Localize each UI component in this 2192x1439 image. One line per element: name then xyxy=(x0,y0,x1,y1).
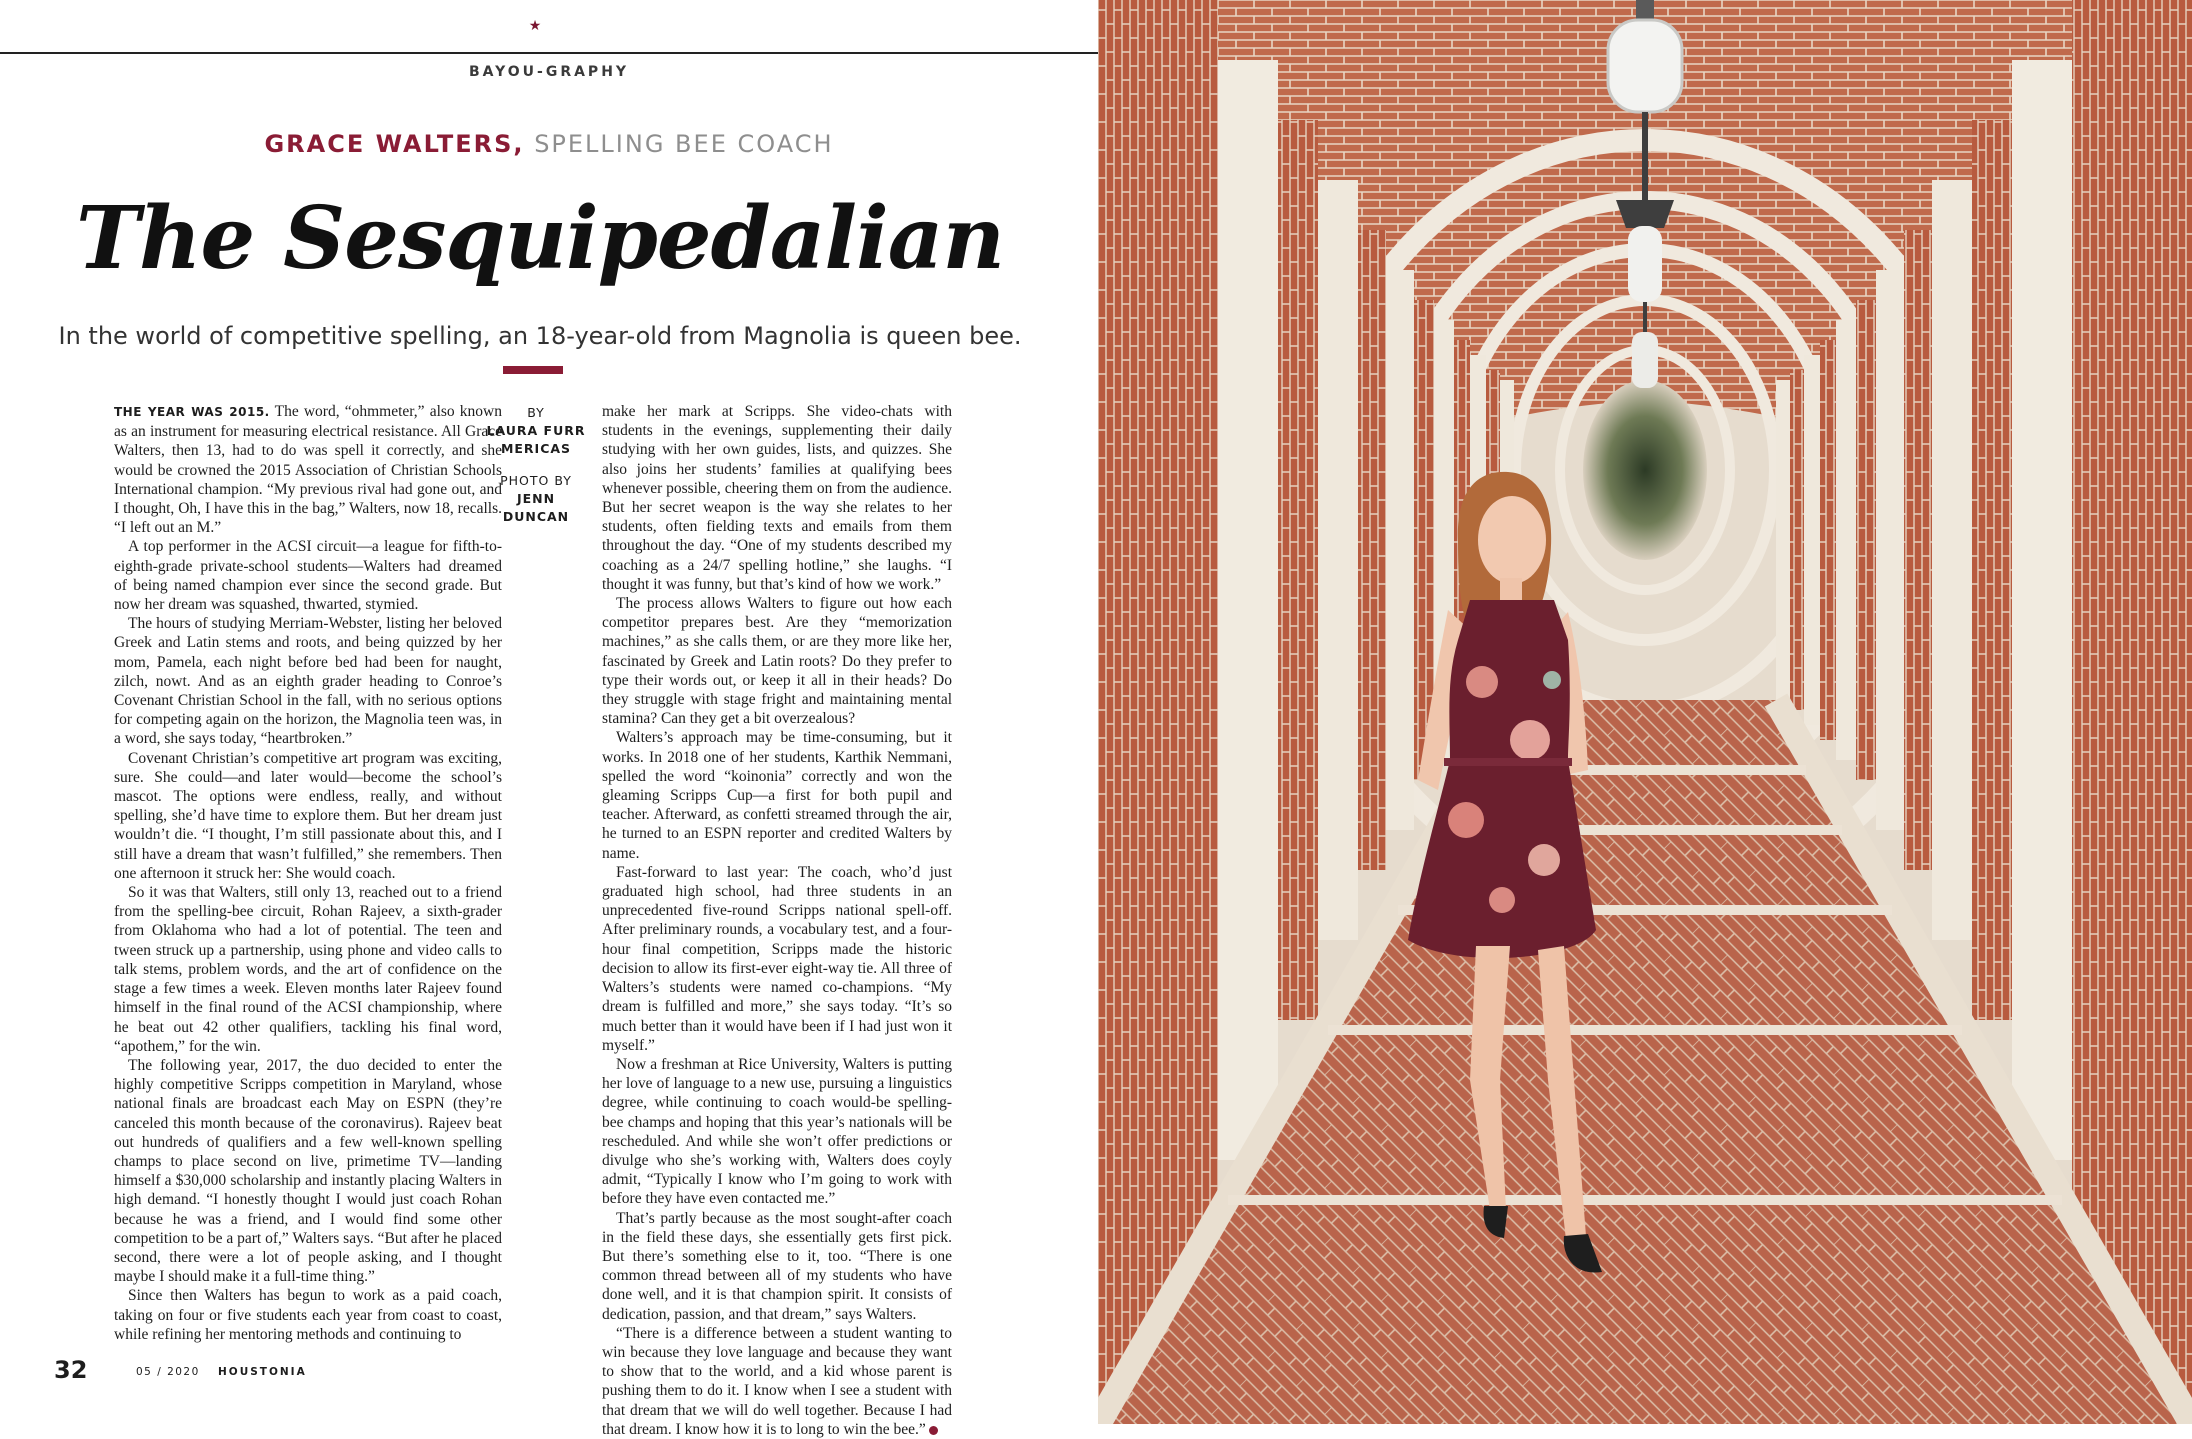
page-number: 32 xyxy=(54,1356,88,1384)
houstonia-endmark-icon xyxy=(929,1426,938,1435)
author-name: MERICAS xyxy=(500,441,572,456)
texas-star-icon: ★ xyxy=(528,19,542,34)
paragraph: So it was that Walters, still only 13, reached out to a friend from the spelling-bee circuit, Rohan Rajeev, a sixth-grader from Oklahoma who had a lot of potential. The teen and tween struck up a partnership, using phone and video calls to talk stems, problem words, and the art of confidence on the stage a few times a week. Eleven months later Rajeev found himself in the final round of the ACSI championship, where he beat out 42 other qualifiers, tackling his final word, “apothem,” for the win. xyxy=(114,884,502,1055)
paragraph: The following year, 2017, the duo decided to enter the highly competitive Scripps competition in Maryland, whose national finals are broadcast each May on ESPN (they’re canceled this month because of the coronavirus). Rajeev beat out hundreds of qualifiers and a few well-known spelling champs to place second on live, primetime TV—landing himself a $30,000 scholarship and instantly placing Walters in high demand. “I honestly thought I would just coach Rohan because he was a friend, and I would find some other competition to be a part of,” Walters says. “But after he placed second, there were a lot of people asking, and I thought maybe I should make it a full-time thing.” xyxy=(114,1056,502,1286)
article-column-2 xyxy=(602,402,952,1439)
photographer-name: DUNCAN xyxy=(502,509,570,524)
paragraph: make her mark at Scripps. She video-chats with students in the evenings, supplementing their daily studying with her own guides, lists, and quizzes. She also joins her students’ families at qualifying bees whenever possible, cheering them on from the audience. But her secret weapon is the way she relates to her students, often fielding texts and emails from them throughout the day. “One of my students described my coaching as a 24/7 spelling hotline,” she laughs. “I thought it was funny, but that’s kind of how we work.” xyxy=(602,403,952,593)
paragraph: Covenant Christian’s competitive art program was exciting, sure. She could—and later would—become the school’s mascot. The options were endless, really, and without spelling, she’d have time to explore them. But her dream just wouldn’t die. “I thought, I’m still passionate about this, and I still have a dream that wasn’t fulfilled,” she remembers. Then one afternoon it struck her: She would coach. xyxy=(114,749,502,882)
headline: The Sesquipedalian xyxy=(75,188,1005,289)
paragraph: Walters’s approach may be time-consuming, but it works. In 2018 one of her students, Karthik Nemmani, spelled the word “koinonia” correctly and won the gleaming Scripps Cup—a first for both pupil and teacher. Afterward, as confetti streamed through the air, he turned to an ESPN reporter and credited Walters by name. xyxy=(602,729,952,862)
lead-in: THE YEAR WAS 2015. xyxy=(114,405,270,419)
kicker-role: SPELLING BEE COACH xyxy=(534,130,834,158)
kicker xyxy=(0,130,1098,158)
photo-credit-label: PHOTO BY xyxy=(500,473,572,488)
paragraph: Now a freshman at Rice University, Walters is putting her love of language to a new use, pursuing a linguistics degree, while continuing to coach would-be spelling-bee champs and hoping that this year’s nationals will be rescheduled. And while she won’t offer predictions or divulge who she’s working with, Walters does coyly admit, “Typically I know who I’m going to work with before they have even contacted me.” xyxy=(602,1055,952,1208)
paragraph: Fast-forward to last year: The coach, who’d just graduated high school, had three students in an unprecedented five-round Scripps national spell-off. After preliminary rounds, a vocabulary test, and a four-hour final competition, Scripps made the historic decision to allow its first-ever eight-way tie. All three of Walters’s students were named co-champions. “My dream is fulfilled and more,” she says today. “It’s so much better than it would have been if I had just won it myself.” xyxy=(602,863,952,1054)
paragraph: “There is a difference between a student wanting to win because they love language and because they want to show that to the world, and a kid whose parent is pushing them to do it. I know when I see a student with that dream that we will do well together. Because I had that dream. I know how it is to long to win the bee.” xyxy=(602,1324,952,1438)
dek: In the world of competitive spelling, an 18-year-old from Magnolia is queen bee. xyxy=(58,322,1022,350)
header-rule xyxy=(0,52,1098,54)
paragraph: Since then Walters has begun to work as a paid coach, taking on four or five students each year from coast to coast, while refining her mentoring methods and continuing to xyxy=(114,1287,502,1343)
publication-name: HOUSTONIA xyxy=(218,1366,307,1378)
paragraph: The process allows Walters to figure out how each competitor prepares best. Are they “memorization machines,” as she calls them, or are they more like her, fascinated by Greek and Latin roots? Do they prefer to type their words out, or keep it all in their heads? Do they struggle with stage fright and maintaining mental stamina? Can they get a bit overzealous? xyxy=(602,595,952,728)
photographer-name: JENN xyxy=(516,491,556,506)
accent-divider xyxy=(503,366,563,374)
article-column-1 xyxy=(114,402,502,1344)
paragraph: The hours of studying Merriam-Webster, listing her beloved Greek and Latin stems and roots, and being quizzed by her mom, Pamela, each night before bed had been for naught, zilch, nowt. And as an eighth grader heading to Conroe’s Covenant Christian School in the fall, with no serious options for competing again on the horizon, the Magnolia teen was, in a word, she says today, “heartbroken.” xyxy=(114,615,502,748)
portrait-photo xyxy=(1098,0,2192,1424)
paragraph: That’s partly because as the most sought-after coach in the field these days, she essentially gets first pick. But there’s something else to it, too. “There is one common thread between all of my students who have done well, and it is that champion spirit. It consists of dedication, passion, and that dream,” says Walters. xyxy=(602,1209,952,1323)
author-name: LAURA FURR xyxy=(486,423,586,438)
paragraph: A top performer in the ACSI circuit—a league for fifth-to-eighth-grade private-school students—Walters had dreamed of being named champion ever since the second grade. But now her dream was squashed, thwarted, stymied. xyxy=(114,538,502,614)
paragraph: THE YEAR WAS 2015. The word, “ohmmeter,” also known as an instrument for measuring electrical resistance. All Grace Walters, then 13, had to do was spell it correctly, and she would be crowned the 2015 Association of Christian Schools International champion. “My previous rival had gone out, and I thought, Oh, I have this in the bag,” Walters, now 18, recalls. “I left out an M.” xyxy=(114,403,502,537)
byline xyxy=(476,404,596,526)
issue-date: 05 / 2020 xyxy=(136,1366,200,1378)
section-label: BAYOU-GRAPHY xyxy=(468,64,630,80)
kicker-name: GRACE WALTERS, xyxy=(264,130,525,158)
byline-label: BY xyxy=(527,405,545,420)
